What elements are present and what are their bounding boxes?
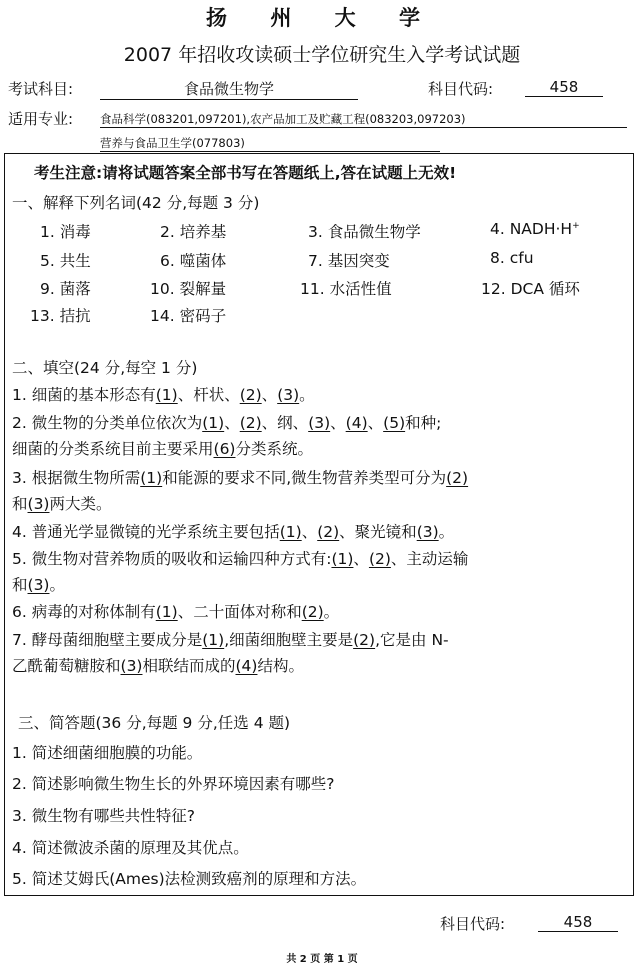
term-2: 2. 培养基 — [160, 223, 227, 241]
fill-q2-line2: 细菌的分类系统目前主要采用(6)分类系统。 — [12, 440, 313, 458]
short-q1: 1. 简述细菌细胞膜的功能。 — [12, 744, 203, 762]
short-q2: 2. 简述影响微生物生长的外界环境因素有哪些? — [12, 775, 335, 793]
code-value: 458 — [525, 78, 603, 97]
short-q3: 3. 微生物有哪些共性特征? — [12, 807, 195, 825]
term-5: 5. 共生 — [40, 252, 91, 270]
fill-q7-line2: 乙酰葡萄糖胺和(3)相联结而成的(4)结构。 — [12, 657, 304, 675]
exam-title: 2007 年招收攻读硕士学位研究生入学考试试题 — [123, 44, 521, 66]
term-8: 8. cfu — [490, 249, 534, 267]
term-14: 14. 密码子 — [150, 307, 227, 325]
bottom-code-value: 458 — [538, 913, 618, 932]
short-q5: 5. 简述艾姆氏(Ames)法检测致癌剂的原理和方法。 — [12, 870, 367, 888]
term-13: 13. 拮抗 — [30, 307, 91, 325]
term-9: 9. 菌落 — [40, 280, 91, 298]
term-12: 12. DCA 循环 — [481, 280, 580, 298]
major-label: 适用专业: — [8, 110, 74, 128]
term-3: 3. 食品微生物学 — [308, 223, 421, 241]
short-q4: 4. 简述微波杀菌的原理及其优点。 — [12, 839, 249, 857]
fill-q3-line2: 和(3)两大类。 — [12, 495, 112, 513]
fill-q4: 4. 普通光学显微镜的光学系统主要包括(1)、(2)、聚光镜和(3)。 — [12, 523, 455, 541]
subject-label: 考试科目: — [8, 80, 74, 98]
fill-q1: 1. 细菌的基本形态有(1)、杆状、(2)、(3)。 — [12, 386, 315, 404]
university-name: 扬 州 大 学 — [206, 6, 438, 30]
notice: 考生注意:请将试题答案全部书写在答题纸上,答在试题上无效! — [34, 164, 457, 182]
fill-q2-line1: 2. 微生物的分类单位依次为(1)、(2)、纲、(3)、(4)、(5)和种; — [12, 414, 442, 432]
term-4: 4. NADH·H+ — [490, 220, 580, 238]
subject-value: 食品微生物学 — [100, 78, 358, 100]
section-2-title: 二、填空(24 分,每空 1 分) — [12, 359, 198, 377]
fill-q3-line1: 3. 根据微生物所需(1)和能源的要求不同,微生物营养类型可分为(2) — [12, 469, 469, 487]
major-line-2: 营养与食品卫生学(077803) — [100, 135, 440, 152]
bottom-code-label: 科目代码: — [440, 915, 506, 933]
fill-q5-line1: 5. 微生物对营养物质的吸收和运输四种方式有:(1)、(2)、主动运输 — [12, 550, 469, 568]
fill-q6: 6. 病毒的对称体制有(1)、二十面体对称和(2)。 — [12, 603, 340, 621]
code-label: 科目代码: — [428, 80, 494, 98]
page-footer: 共 2 页 第 1 页 — [286, 954, 358, 965]
term-10: 10. 裂解量 — [150, 280, 227, 298]
term-1: 1. 消毒 — [40, 223, 91, 241]
fill-q5-line2: 和(3)。 — [12, 576, 65, 594]
term-7: 7. 基因突变 — [308, 252, 390, 270]
term-11: 11. 水活性值 — [300, 280, 392, 298]
section-3-title: 三、简答题(36 分,每题 9 分,任选 4 题) — [18, 714, 291, 732]
term-6: 6. 噬菌体 — [160, 252, 227, 270]
major-line-1: 食品科学(083201,097201),农产品加工及贮藏工程(083203,097203) — [100, 111, 627, 128]
fill-q7-line1: 7. 酵母菌细胞壁主要成分是(1),细菌细胞壁主要是(2),它是由 N- — [12, 631, 449, 649]
section-1-title: 一、解释下列名词(42 分,每题 3 分) — [12, 194, 260, 212]
